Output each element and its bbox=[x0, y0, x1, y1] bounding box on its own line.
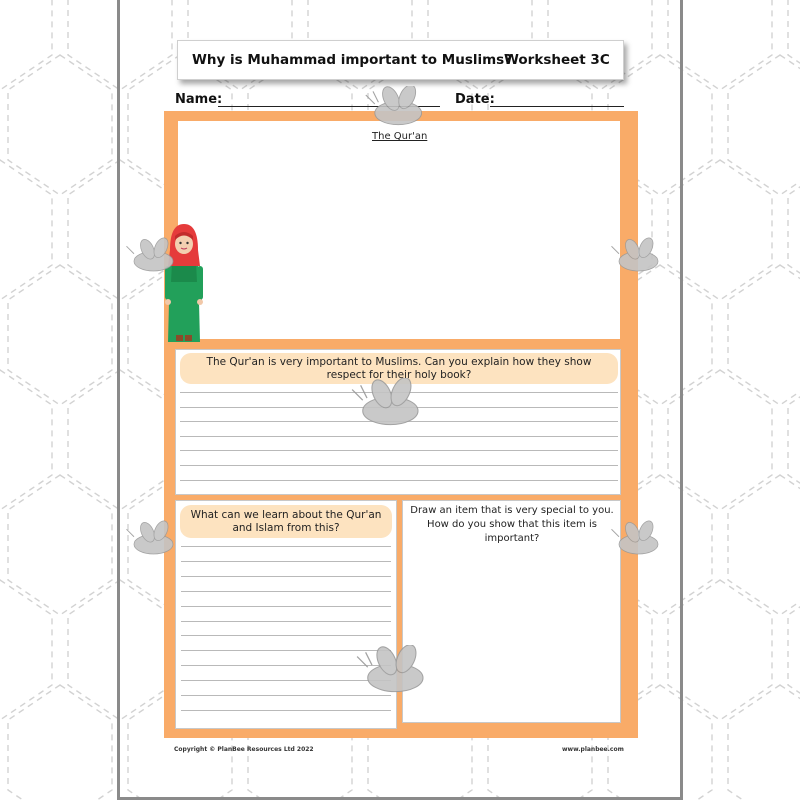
writing-line bbox=[181, 546, 391, 547]
writing-line bbox=[181, 621, 391, 622]
question-2-bar: What can we learn about the Qur'an and Islam from this? bbox=[180, 505, 392, 538]
bee-watermark-icon bbox=[360, 86, 440, 131]
hexagon-shape bbox=[668, 580, 772, 720]
bee-watermark-icon bbox=[125, 518, 185, 563]
website-footer: www.planbee.com bbox=[562, 746, 624, 753]
writing-line bbox=[181, 561, 391, 562]
worksheet-number: Worksheet 3C bbox=[504, 52, 610, 68]
hexagon-shape bbox=[788, 580, 800, 720]
bee-watermark-icon bbox=[610, 518, 670, 563]
question-1-bar: The Qur'an is very important to Muslims. Can you explain how they show respect for their holy book? bbox=[180, 353, 618, 384]
copyright-footer: Copyright © PlanBee Resources Ltd 2022 bbox=[174, 746, 314, 753]
worksheet-title: Why is Muhammad important to Muslims? bbox=[192, 52, 513, 68]
date-label: Date: bbox=[455, 92, 495, 107]
name-label: Name: bbox=[175, 92, 223, 107]
writing-line bbox=[180, 480, 618, 481]
hexagon-shape bbox=[0, 160, 52, 300]
bee-watermark-icon bbox=[610, 235, 670, 280]
section-heading: The Qur'an bbox=[372, 131, 428, 142]
date-field[interactable] bbox=[490, 106, 624, 107]
writing-line bbox=[181, 606, 391, 607]
hexagon-shape bbox=[0, 370, 52, 510]
writing-line bbox=[181, 710, 391, 711]
quran-picture-panel[interactable] bbox=[178, 121, 620, 339]
bee-watermark-icon bbox=[125, 235, 185, 280]
title-box bbox=[177, 40, 624, 80]
hexagon-shape bbox=[0, 580, 52, 720]
hexagon-shape bbox=[788, 370, 800, 510]
hexagon-shape bbox=[8, 55, 112, 195]
hexagon-shape bbox=[788, 160, 800, 300]
hexagon-shape bbox=[788, 0, 800, 90]
hexagon-shape bbox=[728, 685, 800, 800]
writing-line bbox=[181, 591, 391, 592]
writing-line bbox=[180, 465, 618, 466]
hexagon-shape bbox=[8, 265, 112, 405]
hexagon-shape bbox=[0, 0, 52, 90]
writing-line bbox=[181, 576, 391, 577]
hexagon-shape bbox=[728, 55, 800, 195]
hexagon-shape bbox=[728, 265, 800, 405]
hexagon-shape bbox=[668, 370, 772, 510]
bee-watermark-icon bbox=[350, 378, 435, 433]
bee-watermark-icon bbox=[355, 645, 440, 700]
hexagon-shape bbox=[8, 685, 112, 800]
hexagon-shape bbox=[8, 475, 112, 615]
writing-line bbox=[180, 450, 618, 451]
hexagon-shape bbox=[668, 160, 772, 300]
writing-line bbox=[181, 635, 391, 636]
hexagon-shape bbox=[668, 0, 772, 90]
hexagon-shape bbox=[728, 475, 800, 615]
writing-line bbox=[180, 436, 618, 437]
question-3-text: Draw an item that is very special to you. How do you show that this item is important? bbox=[410, 505, 614, 544]
